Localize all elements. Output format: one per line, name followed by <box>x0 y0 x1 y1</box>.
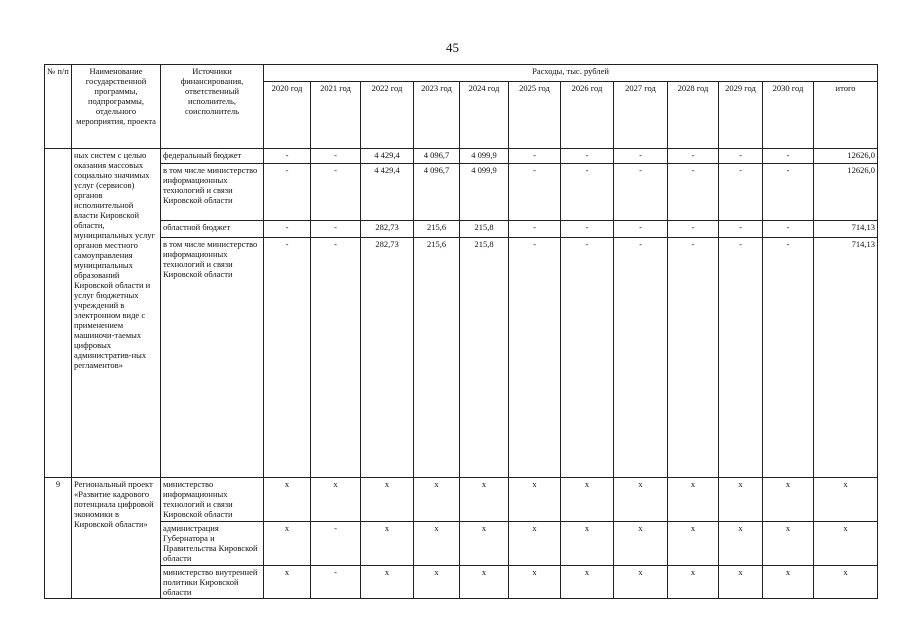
value-cell: 4 099,9 <box>460 149 509 164</box>
row-num-cell <box>45 149 72 478</box>
value-cell: - <box>311 164 361 221</box>
value-cell: x <box>763 522 814 566</box>
total-cell: 12626,0 <box>814 149 878 164</box>
source-cell: федеральный бюджет <box>161 149 264 164</box>
value-cell: x <box>509 566 561 599</box>
value-cell: - <box>311 566 361 599</box>
value-cell: x <box>509 522 561 566</box>
value-cell: - <box>561 149 614 164</box>
value-cell: 282,73 <box>361 238 414 478</box>
value-cell: - <box>668 164 719 221</box>
value-cell: x <box>763 478 814 522</box>
value-cell: - <box>668 149 719 164</box>
header-year: 2023 год <box>414 82 460 149</box>
value-cell: x <box>614 566 668 599</box>
value-cell: x <box>614 522 668 566</box>
table-row <box>45 522 878 566</box>
value-cell: - <box>509 149 561 164</box>
value-cell: - <box>264 221 311 238</box>
header-year: 2030 год <box>763 82 814 149</box>
value-cell: - <box>311 522 361 566</box>
value-cell: - <box>561 238 614 478</box>
value-cell: - <box>311 221 361 238</box>
row-num-cell: 9 <box>45 478 72 599</box>
header-year: 2027 год <box>614 82 668 149</box>
value-cell: 215,6 <box>414 221 460 238</box>
value-cell: - <box>719 221 763 238</box>
value-cell: x <box>763 566 814 599</box>
value-cell: 215,8 <box>460 221 509 238</box>
total-cell: x <box>814 478 878 522</box>
header-row-1 <box>45 65 878 82</box>
value-cell: x <box>460 478 509 522</box>
value-cell: x <box>264 522 311 566</box>
project-name-cell: ных систем с целью оказания массовых социально значимых услуг (сервисов) органов исполнительной власти Кировской области, муниципальных услуг органов местного самоуправления муниципальных образований Кировской области и услуг бюджетных учреждений в электронном виде с применением машиночи-таемых цифровых административ-ных регламентов» <box>72 149 161 478</box>
value-cell: 4 429,4 <box>361 164 414 221</box>
header-year: 2021 год <box>311 82 361 149</box>
value-cell: x <box>311 478 361 522</box>
value-cell: - <box>561 164 614 221</box>
value-cell: x <box>719 522 763 566</box>
value-cell: - <box>509 164 561 221</box>
value-cell: - <box>763 238 814 478</box>
value-cell: - <box>311 238 361 478</box>
value-cell: - <box>668 221 719 238</box>
value-cell: x <box>668 566 719 599</box>
page-number: 45 <box>446 40 459 55</box>
value-cell: - <box>509 221 561 238</box>
project-name-cell: Региональный проект «Развитие кадрового потенциала цифровой экономики в Кировской области» <box>72 478 161 599</box>
value-cell: x <box>361 522 414 566</box>
header-year: 2024 год <box>460 82 509 149</box>
header-year: 2022 год <box>361 82 414 149</box>
total-cell: x <box>814 522 878 566</box>
value-cell: - <box>264 164 311 221</box>
value-cell: - <box>614 149 668 164</box>
value-cell: - <box>614 164 668 221</box>
total-cell: 714,13 <box>814 221 878 238</box>
header-name: Наименование государственной программы, подпрограммы, отдельного мероприятия, проекта <box>72 65 161 149</box>
value-cell: x <box>719 566 763 599</box>
value-cell: x <box>719 478 763 522</box>
value-cell: x <box>509 478 561 522</box>
header-year: 2020 год <box>264 82 311 149</box>
table-row <box>45 478 878 522</box>
value-cell: x <box>460 566 509 599</box>
value-cell: x <box>264 478 311 522</box>
value-cell: 4 096,7 <box>414 149 460 164</box>
value-cell: x <box>614 478 668 522</box>
header-num: № п/п <box>45 65 72 149</box>
value-cell: - <box>614 238 668 478</box>
source-cell: областной бюджет <box>161 221 264 238</box>
total-cell: 12626,0 <box>814 164 878 221</box>
header-expenses: Расходы, тыс. рублей <box>264 65 878 82</box>
value-cell: - <box>668 238 719 478</box>
value-cell: x <box>668 478 719 522</box>
value-cell: 4 096,7 <box>414 164 460 221</box>
value-cell: 215,6 <box>414 238 460 478</box>
value-cell: 282,73 <box>361 221 414 238</box>
source-cell: администрация Губернатора и Правительства Кировской области <box>161 522 264 566</box>
total-cell: x <box>814 566 878 599</box>
value-cell: - <box>763 164 814 221</box>
table-row <box>45 238 878 478</box>
value-cell: x <box>561 566 614 599</box>
value-cell: - <box>763 149 814 164</box>
value-cell: x <box>668 522 719 566</box>
total-cell: 714,13 <box>814 238 878 478</box>
value-cell: x <box>414 566 460 599</box>
value-cell: - <box>561 221 614 238</box>
value-cell: x <box>361 566 414 599</box>
table-row <box>45 221 878 238</box>
source-cell: в том числе министерство информационных технологий и связи Кировской области <box>161 164 264 221</box>
value-cell: - <box>264 238 311 478</box>
value-cell: x <box>561 522 614 566</box>
value-cell: - <box>719 238 763 478</box>
table-row <box>45 164 878 221</box>
header-total: итого <box>814 82 878 149</box>
value-cell: x <box>460 522 509 566</box>
header-year: 2028 год <box>668 82 719 149</box>
value-cell: x <box>264 566 311 599</box>
header-year: 2029 год <box>719 82 763 149</box>
value-cell: x <box>361 478 414 522</box>
value-cell: 4 099,9 <box>460 164 509 221</box>
header-sources: Источники финансирования, ответственный исполнитель, соисполнитель <box>161 65 264 149</box>
value-cell: - <box>509 238 561 478</box>
value-cell: x <box>561 478 614 522</box>
value-cell: - <box>763 221 814 238</box>
value-cell: 215,8 <box>460 238 509 478</box>
source-cell: министерство внутренней политики Кировской области <box>161 566 264 599</box>
value-cell: - <box>719 149 763 164</box>
source-cell: министерство информационных технологий и связи Кировской области <box>161 478 264 522</box>
value-cell: x <box>414 522 460 566</box>
value-cell: - <box>719 164 763 221</box>
source-cell: в том числе министерство информационных технологий и связи Кировской области <box>161 238 264 478</box>
value-cell: - <box>614 221 668 238</box>
budget-table <box>44 64 878 599</box>
table-row <box>45 149 878 164</box>
header-year: 2025 год <box>509 82 561 149</box>
value-cell: x <box>414 478 460 522</box>
table-row <box>45 566 878 599</box>
value-cell: - <box>311 149 361 164</box>
header-year: 2026 год <box>561 82 614 149</box>
value-cell: - <box>264 149 311 164</box>
value-cell: 4 429,4 <box>361 149 414 164</box>
